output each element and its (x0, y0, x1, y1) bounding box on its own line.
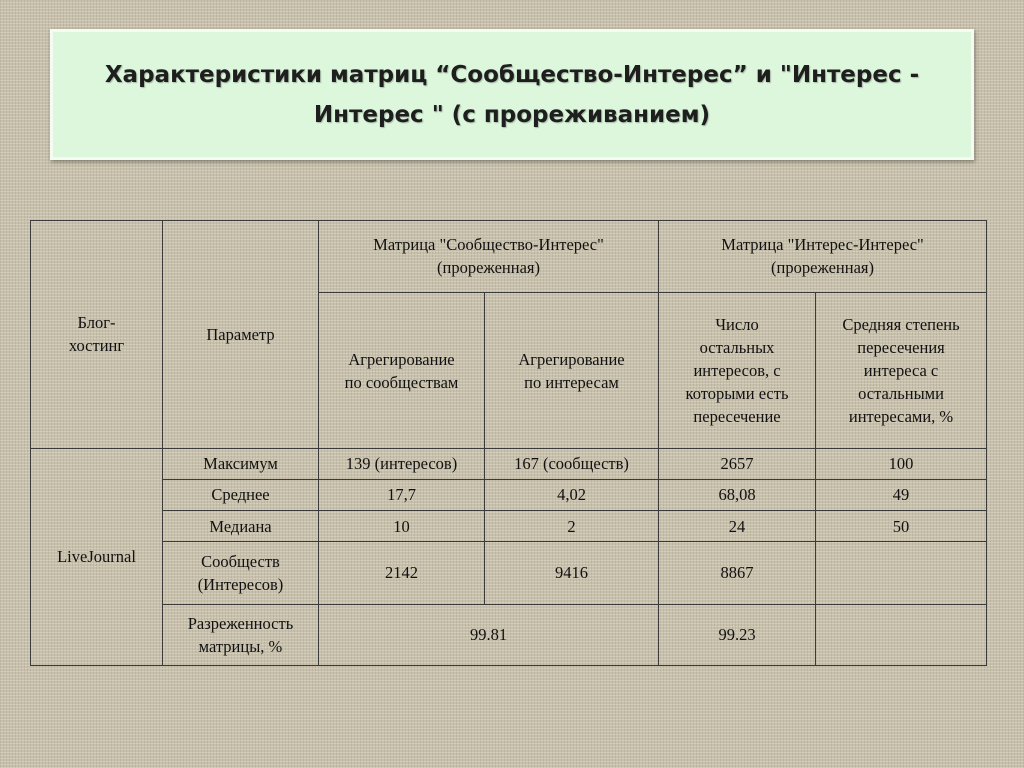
slide-title (105, 55, 919, 135)
table-row (31, 448, 987, 479)
header-average-intersection-degree (816, 293, 987, 448)
sparsity-empty (816, 604, 987, 665)
characteristics-table (30, 220, 987, 666)
row-param: Медиана (163, 510, 319, 541)
header-intersecting-interests-count-label: Число остальных интересов, с которыми есть пересечение (685, 315, 789, 426)
table-row (31, 510, 987, 541)
row-param-label: Разреженность матрицы, % (187, 613, 294, 656)
row-param-label: Сообществ (Интересов) (197, 551, 284, 594)
slide-title-line-2: Интерес " (с прореживанием) (313, 101, 711, 128)
row-value-c2: 9416 (485, 542, 659, 604)
table-row (31, 479, 987, 510)
row-param: Максимум (163, 448, 319, 479)
header-aggregation-by-interests (485, 293, 659, 448)
row-value-c2: 4,02 (485, 479, 659, 510)
header-aggregation-by-communities (319, 293, 485, 448)
table-row (31, 542, 987, 604)
header-parameter-label: Параметр (206, 324, 275, 344)
header-community-interest-matrix (319, 221, 659, 293)
row-param: Среднее (163, 479, 319, 510)
sparsity-community-interest: 99.81 (319, 604, 659, 665)
row-param (163, 542, 319, 604)
header-interest-interest-matrix-label: Матрица "Интерес-Интерес" (прореженная) (721, 235, 924, 277)
row-param (163, 604, 319, 665)
header-interest-interest-matrix (659, 221, 987, 293)
slide-title-line-1: Характеристики матриц “Сообщество-Интерес” и "Интерес - (104, 61, 920, 88)
row-value-c3: 2657 (659, 448, 816, 479)
row-value-c1: 10 (319, 510, 485, 541)
row-value-c3: 68,08 (659, 479, 816, 510)
header-intersecting-interests-count (659, 293, 816, 448)
row-value-c2: 2 (485, 510, 659, 541)
row-value-c2: 167 (сообществ) (485, 448, 659, 479)
row-value-c1: 2142 (319, 542, 485, 604)
header-aggregation-by-communities-label: Агрегирование по сообществам (344, 349, 459, 392)
row-value-c1: 17,7 (319, 479, 485, 510)
blog-name: LiveJournal (57, 547, 136, 567)
blog-name-cell (31, 448, 163, 665)
row-value-c1: 139 (интересов) (319, 448, 485, 479)
row-value-c4: 100 (816, 448, 987, 479)
header-blog-hosting (31, 221, 163, 449)
row-value-c3: 8867 (659, 542, 816, 604)
header-community-interest-matrix-label: Матрица "Сообщество-Интерес" (прореженная) (373, 235, 604, 277)
row-value-c4 (816, 542, 987, 604)
header-parameter (163, 221, 319, 449)
title-box (50, 29, 974, 160)
row-value-c3: 24 (659, 510, 816, 541)
row-value-c4: 49 (816, 479, 987, 510)
row-value-c4: 50 (816, 510, 987, 541)
header-average-intersection-degree-label: Средняя степень пересечения интереса с остальными интересами, % (842, 315, 960, 426)
sparsity-interest-interest: 99.23 (659, 604, 816, 665)
header-aggregation-by-interests-label: Агрегирование по интересам (518, 349, 625, 392)
header-row-1 (31, 221, 987, 293)
table-row-sparsity (31, 604, 987, 665)
header-blog-hosting-label: Блог- хостинг (68, 313, 125, 356)
